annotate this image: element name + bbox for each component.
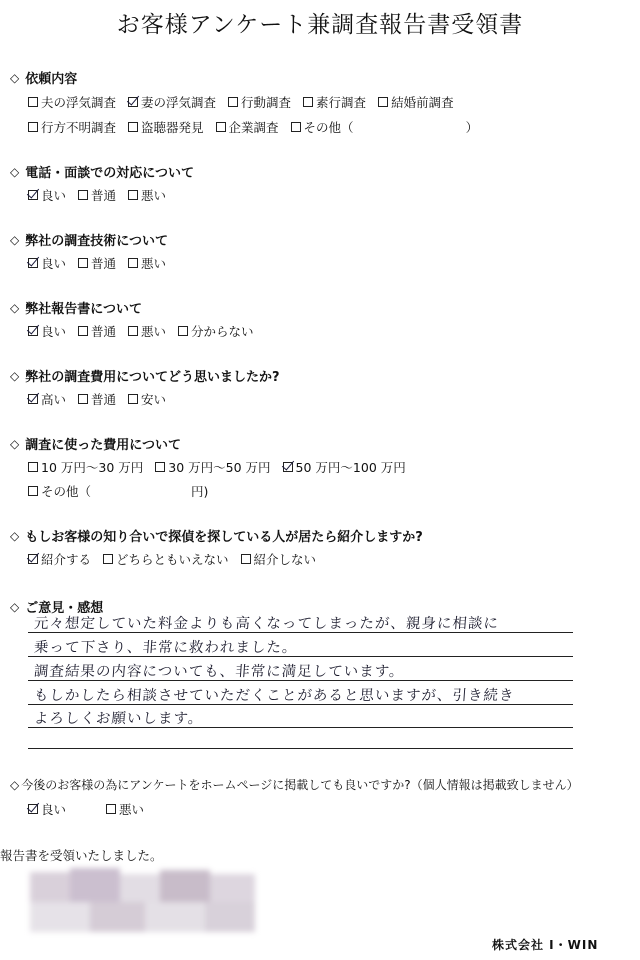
checkbox-icon[interactable]	[228, 97, 238, 107]
option-good[interactable]: 良い	[28, 322, 66, 340]
section-cost-opinion	[10, 366, 280, 385]
option-50-100[interactable]: 50 万円〜100 万円	[283, 458, 406, 476]
option-wife-affair[interactable]: 妻の浮気調査	[128, 93, 216, 111]
section-publish	[10, 776, 579, 793]
checkbox-icon[interactable]	[28, 394, 38, 404]
question-cost-used: 調査に使った費用について	[25, 438, 181, 453]
options-cost-opinion	[28, 390, 178, 408]
checkbox-icon[interactable]	[28, 462, 38, 472]
option-good[interactable]: 良い	[28, 186, 66, 204]
other-close: ）	[465, 120, 479, 135]
option-normal[interactable]: 普通	[78, 254, 116, 272]
comment-line: 乗って下さり、非常に救われました。	[33, 640, 298, 656]
option-good[interactable]: 良い	[28, 800, 66, 818]
checkbox-icon[interactable]	[303, 97, 313, 107]
checkbox-icon[interactable]	[128, 190, 138, 200]
option-good[interactable]: 良い	[28, 254, 66, 272]
option-normal[interactable]: 普通	[78, 390, 116, 408]
option-bad[interactable]: 悪い	[128, 254, 166, 272]
option-10-30[interactable]: 10 万円〜30 万円	[28, 458, 143, 476]
checkbox-icon[interactable]	[28, 190, 38, 200]
option-normal[interactable]: 普通	[78, 186, 116, 204]
checkbox-icon[interactable]	[78, 394, 88, 404]
options-publish	[28, 800, 156, 818]
option-30-50[interactable]: 30 万円〜50 万円	[155, 458, 270, 476]
diamond-icon: ◇	[10, 164, 20, 179]
diamond-icon: ◇	[10, 777, 20, 792]
checkbox-icon[interactable]	[128, 258, 138, 268]
section-phone	[10, 162, 194, 181]
section-cost-used	[10, 434, 181, 453]
checkbox-icon[interactable]	[128, 326, 138, 336]
section-referral	[10, 526, 423, 545]
page-title: お客様アンケート兼調査報告書受領書	[116, 12, 524, 38]
ruled-line	[28, 748, 573, 749]
checkbox-icon[interactable]	[78, 190, 88, 200]
checkbox-icon[interactable]	[78, 326, 88, 336]
option-bad[interactable]: 悪い	[128, 186, 166, 204]
option-cost-other[interactable]: その他（	[28, 482, 91, 500]
option-premarital[interactable]: 結婚前調査	[378, 93, 454, 111]
comment-area[interactable]	[28, 600, 573, 750]
checkbox-icon[interactable]	[128, 394, 138, 404]
section-tech	[10, 230, 168, 249]
diamond-icon: ◇	[10, 232, 20, 247]
options-request-row2	[28, 118, 478, 136]
comment-line: 調査結果の内容についても、非常に満足しています。	[33, 664, 406, 680]
checkbox-icon[interactable]	[28, 554, 38, 564]
checkbox-icon[interactable]	[28, 804, 38, 814]
option-refer[interactable]: 紹介する	[28, 550, 91, 568]
checkbox-icon[interactable]	[28, 326, 38, 336]
section-request	[10, 68, 77, 87]
diamond-icon: ◇	[10, 436, 20, 451]
checkbox-icon[interactable]	[178, 326, 188, 336]
diamond-icon: ◇	[10, 70, 20, 85]
option-expensive[interactable]: 高い	[28, 390, 66, 408]
checkbox-icon[interactable]	[28, 258, 38, 268]
options-request-row1	[28, 93, 466, 111]
checkbox-icon[interactable]	[291, 122, 301, 132]
checkbox-icon[interactable]	[283, 462, 293, 472]
diamond-icon: ◇	[10, 300, 20, 315]
question-referral: もしお客様の知り合いで探偵を探している人が居たら紹介しますか?	[25, 530, 423, 545]
checkbox-icon[interactable]	[155, 462, 165, 472]
option-conduct[interactable]: 素行調査	[303, 93, 366, 111]
option-cheap[interactable]: 安い	[128, 390, 166, 408]
diamond-icon: ◇	[10, 528, 20, 543]
checkbox-icon[interactable]	[78, 258, 88, 268]
option-unknown[interactable]: 分からない	[178, 322, 254, 340]
option-corporate[interactable]: 企業調査	[216, 118, 279, 136]
comment-line: よろしくお願いします。	[33, 711, 204, 727]
question-report: 弊社報告書について	[25, 302, 142, 317]
question-tech: 弊社の調査技術について	[25, 234, 168, 249]
option-behavior[interactable]: 行動調査	[228, 93, 291, 111]
checkbox-icon[interactable]	[28, 122, 38, 132]
options-cost-used-other	[28, 482, 208, 500]
option-other[interactable]: その他（	[291, 118, 354, 136]
checkbox-icon[interactable]	[28, 486, 38, 496]
signature-redacted	[30, 862, 260, 942]
checkbox-icon[interactable]	[378, 97, 388, 107]
option-missing[interactable]: 行方不明調査	[28, 118, 116, 136]
comment-line: 元々想定していた料金よりも高くなってしまったが、親身に相談に	[33, 616, 500, 632]
cost-other-close: 円)	[191, 484, 209, 499]
options-report	[28, 322, 266, 340]
question-phone: 電話・面談での対応について	[25, 166, 194, 181]
comment-line: もしかしたら相談させていただくことがあると思いますが、引き続き	[33, 688, 515, 704]
option-neither[interactable]: どちらともいえない	[103, 550, 229, 568]
option-bug-detection[interactable]: 盗聴器発見	[128, 118, 204, 136]
checkbox-icon[interactable]	[216, 122, 226, 132]
option-husband-affair[interactable]: 夫の浮気調査	[28, 93, 116, 111]
section-report	[10, 298, 142, 317]
company-name: 株式会社 I・WIN	[492, 938, 599, 952]
receipt-text: 報告書を受領いたしました。	[0, 848, 163, 863]
checkbox-icon[interactable]	[241, 554, 251, 564]
option-bad[interactable]: 悪い	[128, 322, 166, 340]
checkbox-icon[interactable]	[106, 804, 116, 814]
diamond-icon: ◇	[10, 368, 20, 383]
option-bad[interactable]: 悪い	[106, 800, 144, 818]
checkbox-icon[interactable]	[28, 97, 38, 107]
question-cost-opinion: 弊社の調査費用についてどう思いましたか?	[25, 370, 280, 385]
checkbox-icon[interactable]	[128, 122, 138, 132]
checkbox-icon[interactable]	[128, 97, 138, 107]
options-tech	[28, 254, 178, 272]
diamond-icon: ◇	[10, 599, 20, 614]
options-referral	[28, 550, 328, 568]
question-comments: ご意見・感想	[25, 601, 104, 616]
option-not-refer[interactable]: 紹介しない	[241, 550, 317, 568]
question-publish: 今後のお客様の為にアンケートをホームページに掲載しても良いですか?（個人情報は掲載致しません）	[21, 778, 579, 792]
question-request: 依頼内容	[25, 72, 78, 87]
options-phone	[28, 186, 178, 204]
options-cost-used	[28, 458, 418, 476]
option-normal[interactable]: 普通	[78, 322, 116, 340]
checkbox-icon[interactable]	[103, 554, 113, 564]
